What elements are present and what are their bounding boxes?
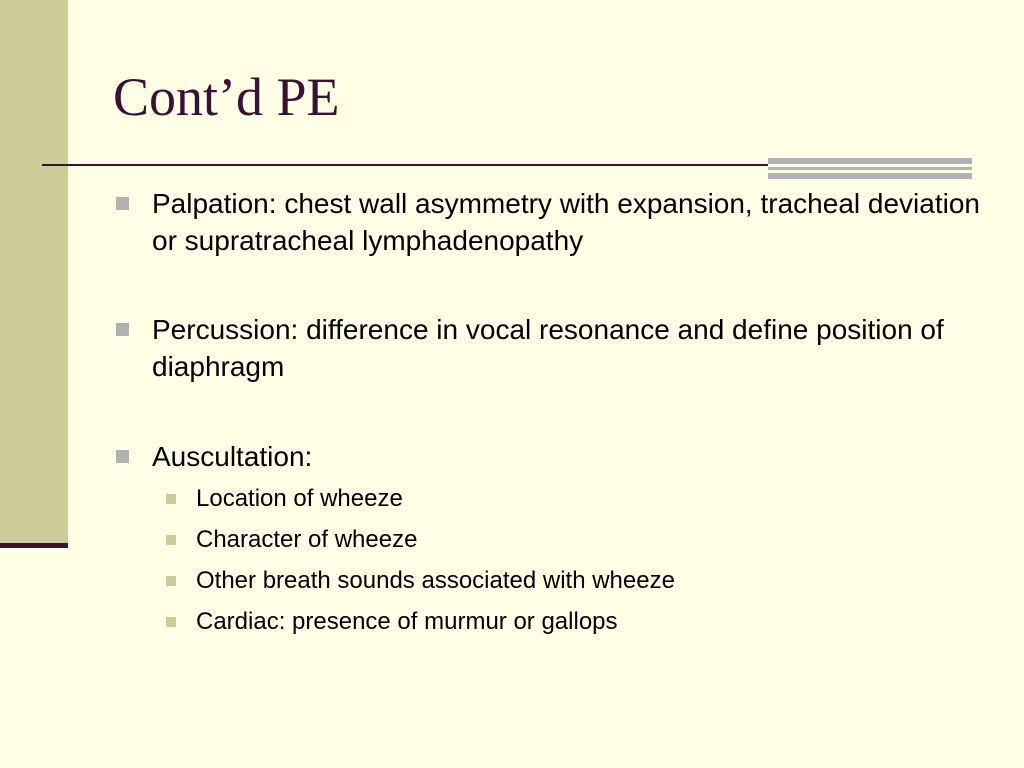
square-sub-bullet-icon (166, 617, 176, 627)
slide-title: Cont’d PE (113, 67, 340, 127)
sub-bullet-text: Location of wheeze (196, 485, 403, 512)
bullet-text: Palpation: chest wall asymmetry with expansion, tracheal deviation or supratracheal lymphadenopathy (152, 188, 980, 256)
square-sub-bullet-icon (166, 494, 176, 504)
square-sub-bullet-icon (166, 535, 176, 545)
sub-bullet-text: Other breath sounds associated with wheeze (196, 567, 675, 594)
bullet-text: Percussion: difference in vocal resonance and define position of diaphragm (152, 314, 944, 382)
square-bullet-icon (116, 450, 129, 463)
square-bullet-icon (116, 323, 129, 336)
square-bullet-icon (116, 197, 129, 210)
sub-bullet-text: Character of wheeze (196, 526, 418, 553)
square-sub-bullet-icon (166, 576, 176, 586)
sub-bullet-text: Cardiac: presence of murmur or gallops (196, 608, 618, 635)
bullet-text: Auscultation: (152, 441, 313, 472)
